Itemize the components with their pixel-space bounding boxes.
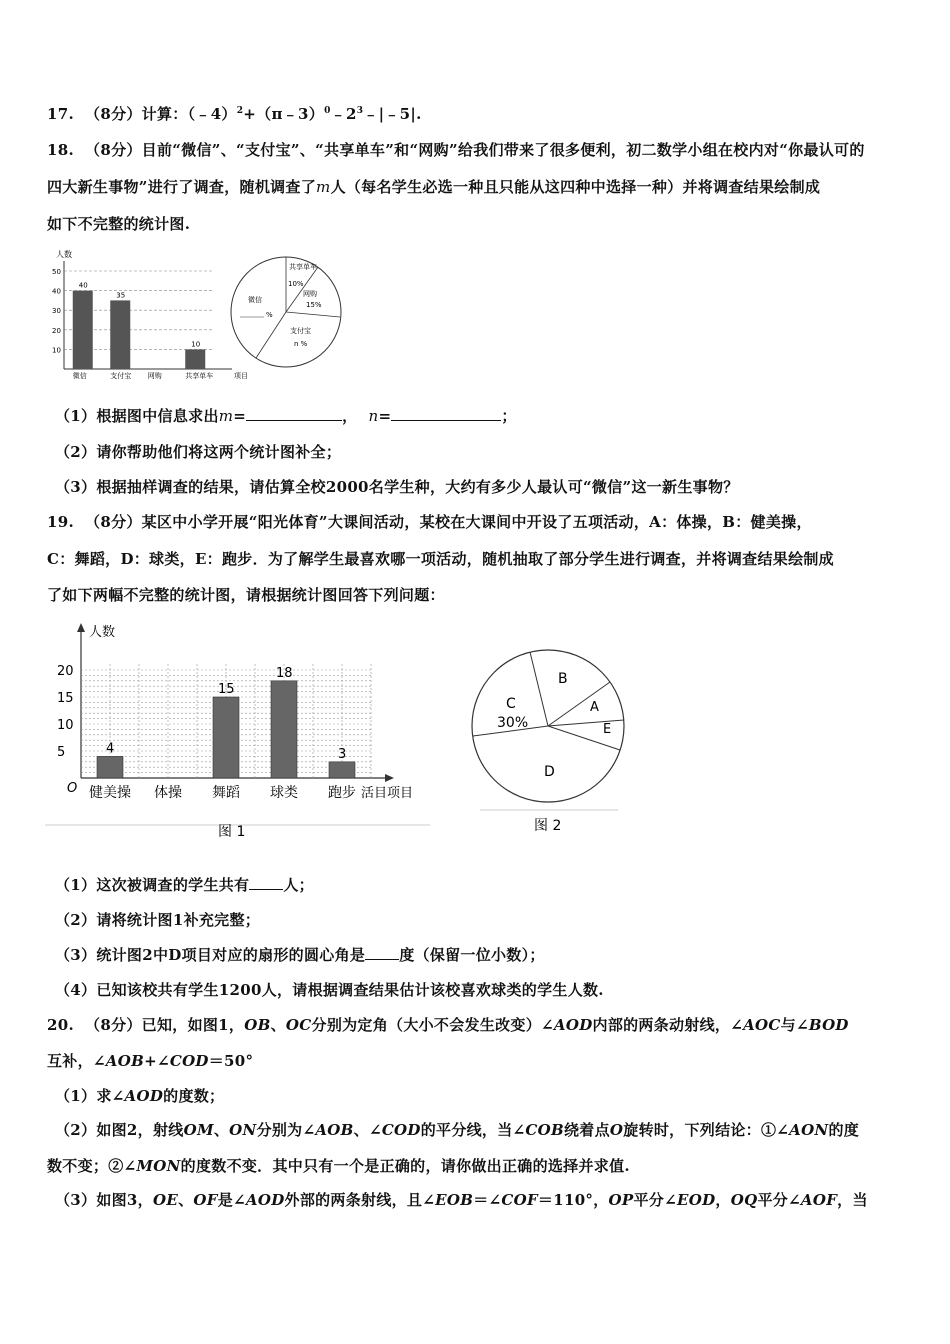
q20-text: 数不变；②∠ xyxy=(47,1157,137,1175)
pie-label: E xyxy=(603,722,612,737)
q18-sub3 xyxy=(55,476,910,497)
q20-text: ，当 xyxy=(837,1191,868,1209)
q19-sub1 xyxy=(55,874,910,895)
q20-var: AOC xyxy=(743,1016,781,1034)
q20-text: 与∠ xyxy=(780,1016,809,1034)
q18-text: = xyxy=(233,407,247,425)
q20-text: 旋转时，下列结论：①∠ xyxy=(623,1121,790,1139)
bar-value-label: 40 xyxy=(78,281,88,290)
question-number: 19. xyxy=(47,513,74,531)
answer-blank-m[interactable] xyxy=(246,406,342,421)
q20-text: ＝50° xyxy=(208,1052,254,1070)
var-n: n xyxy=(368,407,379,425)
q19-sub3 xyxy=(55,944,910,965)
q19-origin: O xyxy=(67,781,78,796)
q20-var: ON xyxy=(229,1121,257,1139)
q20-text: 、 xyxy=(178,1191,194,1209)
bar xyxy=(271,681,297,778)
exponent: 3 xyxy=(356,106,364,116)
q20-var: AOD xyxy=(553,1016,593,1034)
q20-text: 外部的两条射线，且∠ xyxy=(284,1191,436,1209)
q20-var: AOF xyxy=(800,1191,838,1209)
q19-text: （2）请将统计图1补充完整； xyxy=(55,911,261,929)
exponent: 2 xyxy=(236,106,244,116)
pie-label: 30% xyxy=(497,715,529,731)
q20-sub2-line-1 xyxy=(55,1119,910,1140)
q20-var: AOD xyxy=(245,1191,285,1209)
q20-text: 的度数不变．其中只有一个是正确的，请你做出正确的选择并求值. xyxy=(180,1157,630,1175)
x-category-label: 网购 xyxy=(147,372,162,380)
y-tick-label: 20 xyxy=(57,664,74,679)
q20-var: AOB xyxy=(105,1052,145,1070)
q20-var: MON xyxy=(136,1157,181,1175)
q19-text: 了如下两幅不完整的统计图，请根据统计图回答下列问题： xyxy=(47,586,445,604)
x-category-label: 球类 xyxy=(270,785,298,801)
q20-sub3 xyxy=(55,1189,910,1210)
x-category-label: 微信 xyxy=(72,372,87,380)
q20-text: ＝∠ xyxy=(473,1191,502,1209)
q18-text: 人（每名学生必选一种且只能从这四种中选择一种）并将调查结果绘制成 xyxy=(330,178,821,196)
q19-fig1-caption: 图 1 xyxy=(218,824,246,840)
q18-bar-xlabel: 项目 xyxy=(234,372,248,380)
q19-y-arrow xyxy=(77,623,85,632)
q20-text: （3）如图3， xyxy=(55,1191,153,1209)
q18-line-2 xyxy=(47,176,910,197)
pie-label: 支付宝 xyxy=(290,327,311,335)
q19-pie-chart xyxy=(470,648,630,838)
q20-text: （1）求∠ xyxy=(55,1087,125,1105)
q20-var: OQ xyxy=(730,1191,758,1209)
y-tick-label: 20 xyxy=(52,326,61,335)
x-category-label: 跑步 xyxy=(328,785,356,801)
q20-text: 平分∠ xyxy=(633,1191,677,1209)
exponent: 0 xyxy=(324,106,331,116)
q19-line-1 xyxy=(47,511,910,532)
x-category-label: 健美操 xyxy=(89,785,131,801)
pie-label: n % xyxy=(294,340,308,348)
question-number: 17. xyxy=(47,105,74,123)
q20-text: 的度数； xyxy=(163,1087,225,1105)
q19-text: （4）已知该校共有学生1200人，请根据调查结果估计该校喜欢球类的学生人数. xyxy=(55,981,604,999)
q20-var: O xyxy=(609,1121,624,1139)
q18-text: 如下不完整的统计图. xyxy=(47,215,191,233)
bar-value-label: 10 xyxy=(191,340,201,349)
bar-value-label: 3 xyxy=(338,746,347,762)
q19-sub2 xyxy=(55,909,910,930)
q20-var: AOB xyxy=(315,1121,354,1139)
y-tick-label: 10 xyxy=(57,718,74,733)
y-tick-label: 30 xyxy=(52,307,61,316)
q20-sub1 xyxy=(55,1085,910,1106)
y-tick-label: 40 xyxy=(52,287,61,296)
q20-text: 分别为定角（大小不会发生改变）∠ xyxy=(311,1016,554,1034)
expr-part: ﹣|﹣5|. xyxy=(363,105,422,123)
pie-label: 网购 xyxy=(303,290,317,298)
q20-text: ， xyxy=(715,1191,731,1209)
q20-var: AON xyxy=(789,1121,829,1139)
q20-text: 的平分线，当∠ xyxy=(420,1121,526,1139)
q20-text: 绕着点 xyxy=(564,1121,610,1139)
q20-var: AOD xyxy=(124,1087,164,1105)
pie-label: 共享单车 xyxy=(289,263,317,271)
y-tick-label: 50 xyxy=(52,268,61,276)
x-category-label: 舞蹈 xyxy=(212,785,240,801)
q20-var: EOD xyxy=(676,1191,716,1209)
q20-text: ＝110°， xyxy=(537,1191,609,1209)
q18-line-1 xyxy=(47,139,910,160)
y-tick-label: 15 xyxy=(57,691,74,706)
q18-sub2 xyxy=(55,441,910,462)
q20-var: EOB xyxy=(435,1191,474,1209)
answer-blank-n[interactable] xyxy=(391,406,501,421)
answer-blank[interactable] xyxy=(249,875,283,890)
question-number: 18. xyxy=(47,141,74,159)
q19-line-2 xyxy=(47,548,910,569)
q20-text: 互补，∠ xyxy=(47,1052,106,1070)
q19-fig2-caption: 图 2 xyxy=(534,818,562,834)
bar xyxy=(185,349,205,369)
q20-text: 、∠ xyxy=(353,1121,382,1139)
q20-var: OC xyxy=(285,1016,312,1034)
x-category-label: 体操 xyxy=(154,785,182,801)
q19-text: 人； xyxy=(283,876,314,894)
q20-var: OP xyxy=(608,1191,634,1209)
q18-text: （1）根据图中信息求出 xyxy=(55,407,219,425)
q20-line-2 xyxy=(47,1050,910,1071)
q19-sub4 xyxy=(55,979,910,1000)
bar xyxy=(73,291,93,369)
q19-text: （1）这次被调查的学生共有 xyxy=(55,876,250,894)
pie-sector-line xyxy=(286,312,340,317)
q20-var: COB xyxy=(525,1121,564,1139)
expr-part: +（π﹣3） xyxy=(243,105,325,123)
q20-var: OF xyxy=(193,1191,218,1209)
pie-label: C xyxy=(506,696,516,712)
pie-label: 10% xyxy=(288,280,304,288)
pie-label: D xyxy=(544,764,555,780)
q20-text: 、 xyxy=(213,1121,230,1139)
q19-line-3 xyxy=(47,584,910,605)
q20-var: OB xyxy=(244,1016,271,1034)
pie-label: 微信 xyxy=(248,296,262,304)
x-category-label: 支付宝 xyxy=(110,372,132,380)
q20-text: 分别为∠ xyxy=(256,1121,316,1139)
q18-text: （2）请你帮助他们将这两个统计图补全； xyxy=(55,443,342,461)
q17-line xyxy=(47,103,910,124)
q18-text: （8分）目前“微信”、“支付宝”、“共享单车”和“网购”给我们带来了很多便利，初二数学小组在校内对“你最认可的 xyxy=(85,141,865,159)
q19-text: 度（保留一位小数）； xyxy=(399,946,545,964)
pie-label: 15% xyxy=(306,301,322,309)
q19-text: （3）统计图2中D项目对应的扇形的圆心角是 xyxy=(55,946,366,964)
q20-text: 平分∠ xyxy=(757,1191,801,1209)
bar xyxy=(110,300,130,369)
q19-xlabel: 活目项目 xyxy=(361,786,414,801)
q19-x-arrow xyxy=(385,774,394,782)
q20-var: COD xyxy=(169,1052,209,1070)
answer-blank[interactable] xyxy=(365,945,399,960)
bar xyxy=(97,756,123,778)
q19-bar-chart xyxy=(45,620,435,845)
y-tick-label: 10 xyxy=(52,346,61,355)
y-tick-label: 5 xyxy=(57,745,66,760)
bar-value-label: 18 xyxy=(276,665,293,681)
q17-prompt: （8分）计算： xyxy=(85,105,188,123)
q18-text: ； xyxy=(501,407,517,425)
q18-bar-chart xyxy=(42,247,252,387)
bar-value-label: 15 xyxy=(218,682,235,697)
q18-text: 四大新生事物”进行了调查，随机调查了 xyxy=(47,178,317,196)
pie-sector-line xyxy=(548,682,610,726)
bar-value-label: 35 xyxy=(116,291,126,300)
expr-part: ﹣2 xyxy=(330,105,357,123)
bar-value-label: 4 xyxy=(106,741,115,757)
q20-text: 是∠ xyxy=(217,1191,246,1209)
q20-sub2-line-2 xyxy=(47,1155,910,1176)
pie-label: B xyxy=(558,671,568,687)
q20-line-1 xyxy=(47,1014,910,1035)
question-number: 20. xyxy=(47,1016,74,1034)
q19-text: C：舞蹈，D：球类，E：跑步．为了解学生最喜欢哪一项活动，随机抽取了部分学生进行调查，并将调查结果绘制成 xyxy=(47,550,834,568)
q20-var: BOD xyxy=(808,1016,849,1034)
pie-label: A xyxy=(590,700,599,715)
q18-sub1 xyxy=(55,405,910,426)
q18-text: （3）根据抽样调查的结果，请估算全校2000名学生种，大约有多少人最认可“微信”这一新生事物？ xyxy=(55,478,739,496)
q20-text: 的度 xyxy=(828,1121,860,1139)
bar xyxy=(213,697,239,778)
pie-sector-line xyxy=(530,652,548,726)
q20-text: +∠ xyxy=(144,1052,170,1070)
q20-var: OE xyxy=(152,1191,179,1209)
bar xyxy=(329,762,355,778)
q18-text: ， xyxy=(342,407,358,425)
expr-part: （﹣4） xyxy=(187,105,237,123)
q20-text: 内部的两条动射线，∠ xyxy=(592,1016,744,1034)
q20-var: COD xyxy=(381,1121,421,1139)
q20-text: （2）如图2，射线 xyxy=(55,1121,184,1139)
q20-text: （8分）已知，如图1， xyxy=(85,1016,245,1034)
q19-text: （8分）某区中小学开展“阳光体育”大课间活动，某校在大课间中开设了五项活动，A：体操，B：健美操， xyxy=(85,513,812,531)
pie-label: % xyxy=(266,311,273,319)
q18-text: = xyxy=(378,407,392,425)
var-m: m xyxy=(218,407,234,425)
var-m: m xyxy=(316,178,331,196)
q20-var: OM xyxy=(183,1121,214,1139)
q19-ylabel: 人数 xyxy=(89,625,116,640)
q20-text: 、 xyxy=(270,1016,286,1034)
pie-sector-line xyxy=(548,720,624,726)
q18-bar-ylabel: 人数 xyxy=(56,250,72,259)
x-category-label: 共享单车 xyxy=(185,372,214,380)
q18-pie-chart xyxy=(226,254,356,372)
q18-line-3 xyxy=(47,213,910,234)
q20-var: COF xyxy=(501,1191,538,1209)
